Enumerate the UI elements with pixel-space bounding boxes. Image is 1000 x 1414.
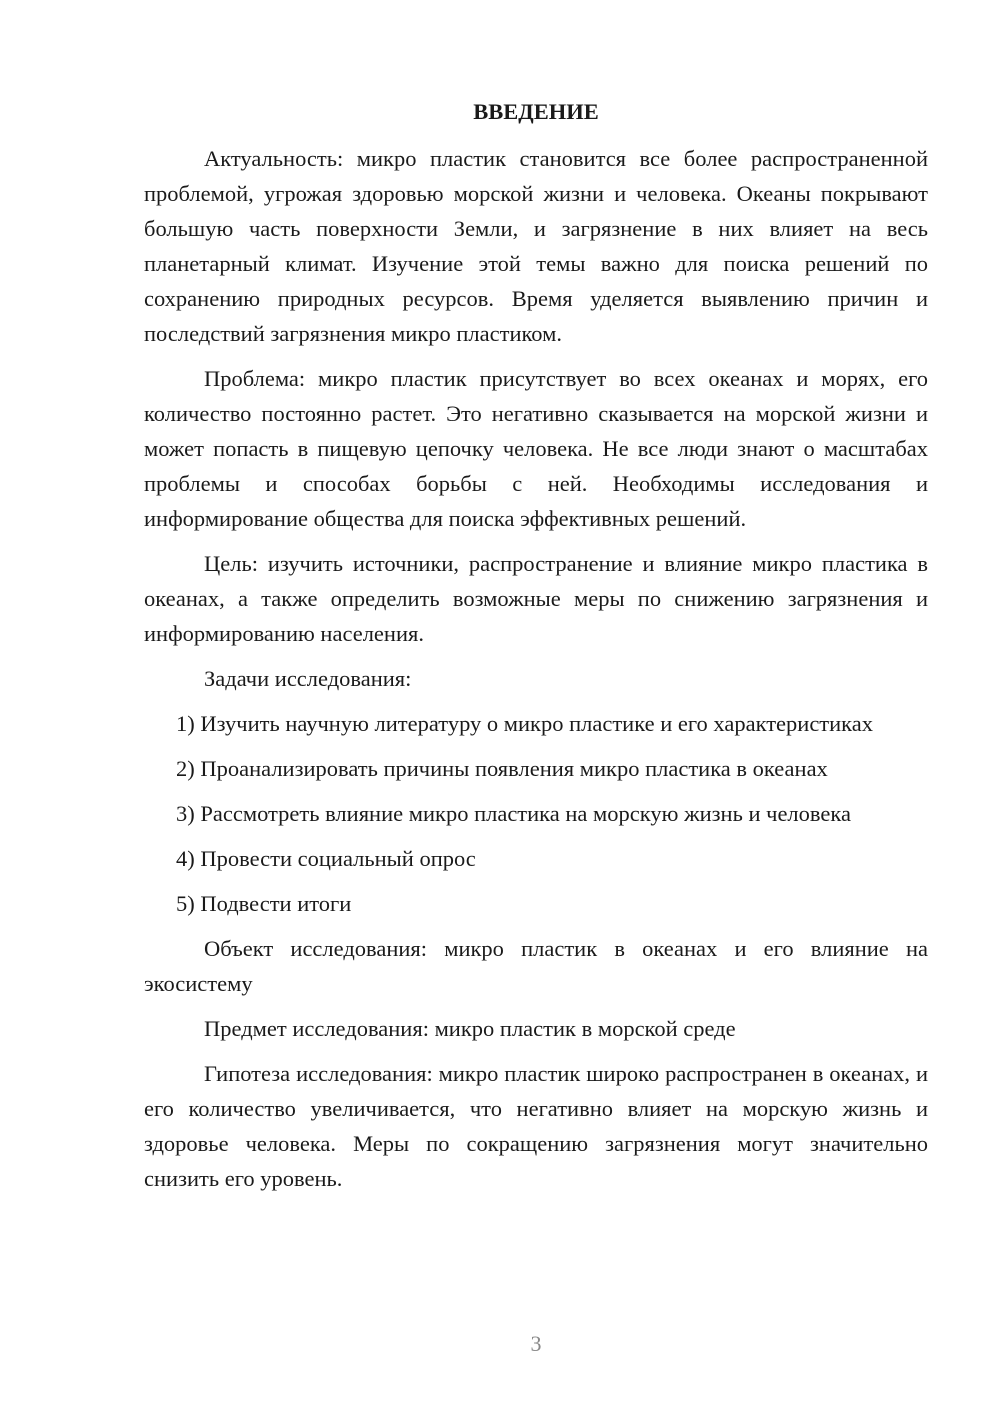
task-item-2: 2) Проанализировать причины появления микро пластика в океанах (176, 756, 828, 781)
task-item-4: 4) Провести социальный опрос (176, 846, 476, 871)
paragraph-hypothesis: Гипотеза исследования: микро пластик широко распространен в океанах, и его количество увеличивается, что негативно влияет на морскую жизнь и здоровье человека. Меры по сокращению загрязнения могут значительно снизить его уровень. (144, 1061, 928, 1191)
page-title: ВВЕДЕНИЕ (473, 99, 599, 124)
paragraph-object: Объект исследования: микро пластик в океанах и его влияние на экосистему (144, 936, 928, 996)
task-item-5: 5) Подвести итоги (176, 891, 352, 916)
paragraph-problem: Проблема: микро пластик присутствует во всех океанах и морях, его количество постоянно растет. Это негативно сказывается на морской жизни и может попасть в пищевую цепочку человека. Не все люди знают о масштабах проблемы и способах борьбы с ней. Необходимы исследования и информирование общества для поиска эффективных решений. (144, 366, 928, 531)
task-item-3: 3) Рассмотреть влияние микро пластика на морскую жизнь и человека (176, 801, 851, 826)
paragraph-goal: Цель: изучить источники, распространение и влияние микро пластика в океанах, а также определить возможные меры по снижению загрязнения и информированию населения. (144, 551, 928, 646)
paragraph-relevance: Актуальность: микро пластик становится все более распространенной проблемой, угрожая здоровью морской жизни и человека. Океаны покрывают большую часть поверхности Земли, и загрязнение в них влияет на весь планетарный климат. Изучение этой темы важно для поиска решений по сохранению природных ресурсов. Время уделяется выявлению причин и последствий загрязнения микро пластиком. (144, 146, 928, 346)
page-number: 3 (530, 1331, 542, 1356)
task-item-1: 1) Изучить научную литературу о микро пластике и его характеристиках (176, 711, 874, 736)
paragraph-subject: Предмет исследования: микро пластик в морской среде (204, 1016, 736, 1041)
page-content (144, 94, 928, 1206)
tasks-heading: Задачи исследования: (204, 666, 412, 691)
